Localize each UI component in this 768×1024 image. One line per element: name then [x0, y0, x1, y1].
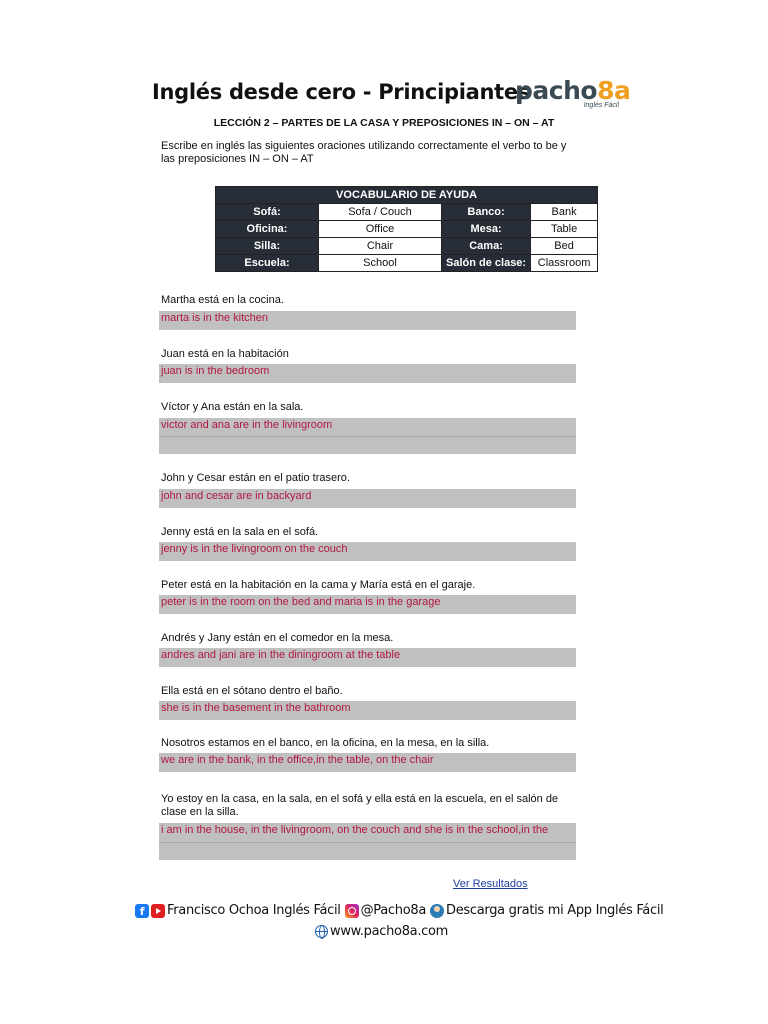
pacho8a-logo: [515, 76, 631, 114]
answer-field[interactable]: she is in the basement in the bathroom: [159, 701, 576, 720]
vocabulary-table: [215, 186, 598, 272]
vocab-spanish-word: Banco:: [442, 204, 531, 221]
answer-field-second-line[interactable]: [159, 436, 576, 454]
exercise-question: Juan está en la habitación: [161, 348, 289, 360]
instagram-icon[interactable]: [345, 904, 359, 918]
logo-accent-text: 8a: [597, 76, 631, 105]
answer-field[interactable]: john and cesar are in backyard: [159, 489, 576, 508]
logo-text: pacho: [515, 76, 598, 105]
vocab-english-word: Sofa / Couch: [319, 204, 442, 221]
youtube-icon[interactable]: [151, 904, 165, 918]
footer-website[interactable]: www.pacho8a.com: [330, 924, 449, 939]
answer-field[interactable]: juan is in the bedroom: [159, 364, 576, 383]
answer-field[interactable]: peter is in the room on the bed and maria is in the garage: [159, 595, 576, 614]
vocabulary-row: [216, 238, 598, 255]
lesson-title: LECCIÓN 2 – PARTES DE LA CASA Y PREPOSICIONES IN – ON – AT: [213, 117, 555, 129]
exercise-question: Nosotros estamos en el banco, en la oficina, en la mesa, en la silla.: [161, 737, 490, 749]
answer-field[interactable]: we are in the bank, in the office,in the table, on the chair: [159, 753, 576, 772]
facebook-icon[interactable]: f: [135, 904, 149, 918]
vocab-spanish-word: Silla:: [216, 238, 319, 255]
footer-social-line: [135, 903, 663, 918]
page-title: Inglés desde cero - Principiantes: [152, 80, 530, 104]
footer-website-line: [315, 924, 448, 939]
logo-subtitle: Inglés Fácil: [583, 102, 619, 109]
results-link[interactable]: Ver Resultados: [453, 878, 528, 890]
vocabulary-row: [216, 255, 598, 272]
exercise-question: Ella está en el sótano dentro el baño.: [161, 685, 343, 697]
exercise-question: Jenny está en la sala en el sofá.: [161, 526, 319, 538]
vocab-english-word: Bed: [531, 238, 598, 255]
app-icon[interactable]: [430, 904, 444, 918]
vocab-english-word: Bank: [531, 204, 598, 221]
answer-field[interactable]: jenny is in the livingroom on the couch: [159, 542, 576, 561]
exercise-question: Víctor y Ana están en la sala.: [161, 401, 304, 413]
answer-field[interactable]: i am in the house, in the livingroom, on the couch and she is in the school,in the: [159, 823, 576, 842]
footer-channel-name: Francisco Ochoa Inglés Fácil: [167, 903, 341, 918]
exercise-question: Martha está en la cocina.: [161, 294, 284, 306]
vocab-spanish-word: Salón de clase:: [442, 255, 531, 272]
vocab-spanish-word: Cama:: [442, 238, 531, 255]
globe-icon: [315, 925, 328, 938]
vocab-spanish-word: Escuela:: [216, 255, 319, 272]
exercise-question: Yo estoy en la casa, en la sala, en el sofá y ella está en la escuela, en el salón de clase en la silla.: [161, 793, 559, 818]
footer-instagram-handle: @Pacho8a: [360, 903, 426, 918]
answer-field[interactable]: victor and ana are in the livingroom: [159, 418, 576, 437]
vocab-spanish-word: Sofá:: [216, 204, 319, 221]
footer-app-text: Descarga gratis mi App Inglés Fácil: [446, 903, 664, 918]
vocab-english-word: Table: [531, 221, 598, 238]
answer-field[interactable]: andres and jani are in the diningroom at the table: [159, 648, 576, 667]
answer-field-second-line[interactable]: [159, 842, 576, 860]
vocab-english-word: Classroom: [531, 255, 598, 272]
vocab-english-word: Office: [319, 221, 442, 238]
vocabulary-row: [216, 204, 598, 221]
exercise-question: Andrés y Jany están en el comedor en la mesa.: [161, 632, 394, 644]
vocab-spanish-word: Mesa:: [442, 221, 531, 238]
vocabulary-table-title: VOCABULARIO DE AYUDA: [216, 187, 598, 204]
vocab-english-word: Chair: [319, 238, 442, 255]
exercise-question: John y Cesar están en el patio trasero.: [161, 472, 350, 484]
vocab-spanish-word: Oficina:: [216, 221, 319, 238]
instructions-text: Escribe en inglés las siguientes oraciones utilizando correctamente el verbo to be y las preposiciones IN – ON – AT: [161, 140, 567, 165]
vocab-english-word: School: [319, 255, 442, 272]
vocabulary-row: [216, 221, 598, 238]
answer-field[interactable]: marta is in the kitchen: [159, 311, 576, 330]
exercise-question: Peter está en la habitación en la cama y María está en el garaje.: [161, 579, 476, 591]
